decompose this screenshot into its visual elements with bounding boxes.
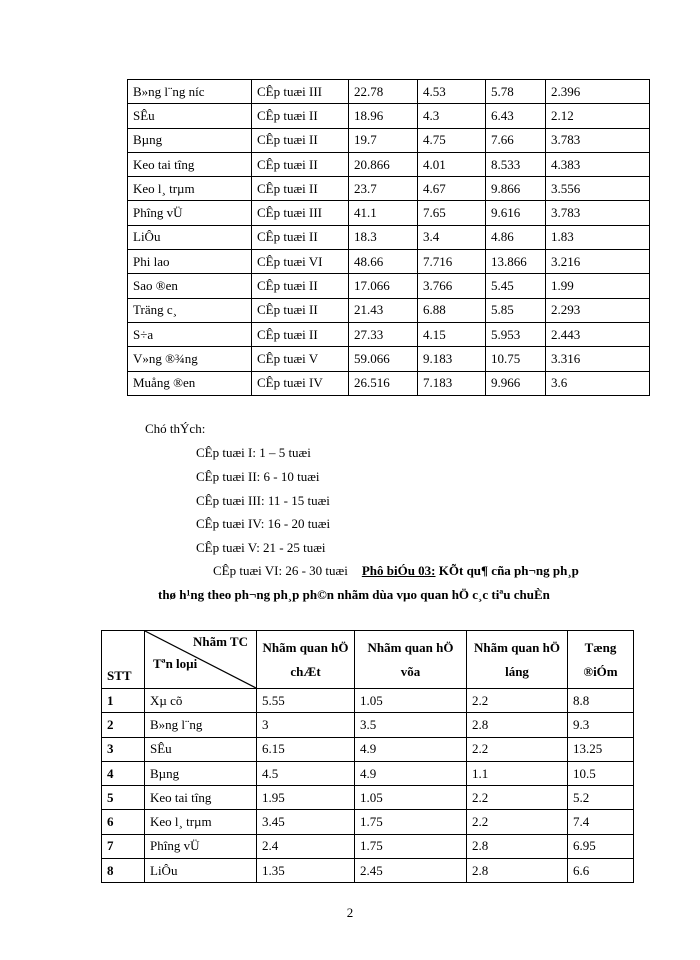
- table-cell: 4.75: [418, 128, 486, 152]
- table-row: [102, 834, 634, 858]
- table-row: [128, 104, 650, 128]
- row-number: 3: [102, 737, 145, 761]
- table-cell: Keo tai tîng: [145, 786, 257, 810]
- table-cell: 1.35: [257, 859, 355, 883]
- table-cell: 5.85: [486, 298, 546, 322]
- table-cell: 3.6: [546, 371, 650, 395]
- table-cell: 18.3: [349, 225, 418, 249]
- page-number: 2: [346, 905, 354, 920]
- table-cell: 7.66: [486, 128, 546, 152]
- table-cell: 1.95: [257, 786, 355, 810]
- table-row: [128, 225, 650, 249]
- table-cell: Träng c¸: [128, 298, 252, 322]
- table-cell: 3: [257, 713, 355, 737]
- table-cell: CÊp tuæi VI: [252, 250, 349, 274]
- table-cell: 27.33: [349, 322, 418, 346]
- table-cell: CÊp tuæi II: [252, 177, 349, 201]
- note-item: CÊp tuæi I: 1 – 5 tuæi: [196, 445, 311, 460]
- table-cell: Phîng vÜ: [128, 201, 252, 225]
- table-cell: 9.3: [568, 713, 634, 737]
- row-number: 7: [102, 834, 145, 858]
- table-row: [102, 689, 634, 713]
- table-cell: 4.53: [418, 80, 486, 104]
- row-number: 5: [102, 786, 145, 810]
- table-row: [102, 810, 634, 834]
- table-row: [102, 737, 634, 761]
- table-cell: CÊp tuæi IV: [252, 371, 349, 395]
- table-cell: CÊp tuæi V: [252, 347, 349, 371]
- table-cell: CÊp tuæi II: [252, 128, 349, 152]
- stt-header: STT: [102, 631, 145, 689]
- row-number: 8: [102, 859, 145, 883]
- table-cell: 2.8: [467, 859, 568, 883]
- table-cell: 6.88: [418, 298, 486, 322]
- table-row: [102, 761, 634, 785]
- table-cell: SÊu: [128, 104, 252, 128]
- tight-group-header: Nhãm quan hÖ chÆt: [257, 631, 355, 689]
- table-cell: 48.66: [349, 250, 418, 274]
- table-cell: CÊp tuæi II: [252, 298, 349, 322]
- table-cell: 1.75: [355, 810, 467, 834]
- appendix-title-line2: thø h¹ng theo ph¬ng ph¸p ph©n nhãm dùa vµo quan hÖ c¸c tiªu chuÈn: [158, 587, 550, 602]
- table-cell: Keo l¸ trµm: [128, 177, 252, 201]
- table-cell: 3.216: [546, 250, 650, 274]
- table-cell: CÊp tuæi II: [252, 322, 349, 346]
- table-cell: 13.866: [486, 250, 546, 274]
- table-cell: 4.9: [355, 737, 467, 761]
- table-cell: 8.533: [486, 152, 546, 176]
- table-row: [128, 371, 650, 395]
- total-score-header: Tæng ®iÓm: [568, 631, 634, 689]
- table-cell: 3.766: [418, 274, 486, 298]
- table-cell: Keo tai tîng: [128, 152, 252, 176]
- table-cell: Sao ®en: [128, 274, 252, 298]
- table-cell: 17.066: [349, 274, 418, 298]
- table-cell: 1.05: [355, 786, 467, 810]
- appendix-heading: [213, 563, 579, 579]
- table-cell: CÊp tuæi II: [252, 274, 349, 298]
- table-cell: 5.45: [486, 274, 546, 298]
- table-cell: 20.866: [349, 152, 418, 176]
- table-cell: 19.7: [349, 128, 418, 152]
- table-cell: 4.5: [257, 761, 355, 785]
- table-cell: SÊu: [145, 737, 257, 761]
- table-row: [128, 274, 650, 298]
- table-cell: 2.4: [257, 834, 355, 858]
- row-number: 1: [102, 689, 145, 713]
- table-cell: 7.4: [568, 810, 634, 834]
- table-cell: 10.5: [568, 761, 634, 785]
- table-cell: Xµ cõ: [145, 689, 257, 713]
- table-cell: 2.45: [355, 859, 467, 883]
- table-row: [102, 859, 634, 883]
- table-row: [128, 347, 650, 371]
- table-cell: 2.2: [467, 810, 568, 834]
- group-tc-header: Nhãm TC: [192, 634, 248, 649]
- table-cell: Bµng: [145, 761, 257, 785]
- species-header: Tªn loµi: [153, 656, 198, 671]
- table-cell: 9.616: [486, 201, 546, 225]
- table-cell: 1.75: [355, 834, 467, 858]
- table-row: [128, 152, 650, 176]
- table-cell: 6.6: [568, 859, 634, 883]
- table-cell: CÊp tuæi III: [252, 80, 349, 104]
- table-cell: CÊp tuæi II: [252, 225, 349, 249]
- table-cell: LiÔu: [128, 225, 252, 249]
- table-cell: 2.443: [546, 322, 650, 346]
- table-cell: 1.1: [467, 761, 568, 785]
- row-number: 6: [102, 810, 145, 834]
- table-cell: 3.783: [546, 128, 650, 152]
- appendix-title-line1: KÕt qu¶ cña ph¬ng ph¸p: [438, 563, 579, 578]
- table-cell: 5.55: [257, 689, 355, 713]
- note-item: CÊp tuæi VI: 26 - 30 tuæi: [213, 563, 348, 578]
- table-cell: 7.65: [418, 201, 486, 225]
- table-cell: 9.966: [486, 371, 546, 395]
- table-row: [128, 298, 650, 322]
- table-cell: 4.67: [418, 177, 486, 201]
- table-cell: 3.45: [257, 810, 355, 834]
- table-cell: 2.396: [546, 80, 650, 104]
- table-cell: 8.8: [568, 689, 634, 713]
- table-cell: 18.96: [349, 104, 418, 128]
- table-cell: 5.2: [568, 786, 634, 810]
- table-row: [128, 128, 650, 152]
- table-cell: 2.12: [546, 104, 650, 128]
- table-cell: B»ng l¨ng: [145, 713, 257, 737]
- table-cell: V»ng ®¾ng: [128, 347, 252, 371]
- table-cell: 5.953: [486, 322, 546, 346]
- table-cell: 1.99: [546, 274, 650, 298]
- table-cell: 10.75: [486, 347, 546, 371]
- table-cell: 21.43: [349, 298, 418, 322]
- note-item: CÊp tuæi II: 6 - 10 tuæi: [196, 469, 320, 484]
- table-row: [102, 713, 634, 737]
- table-cell: 7.183: [418, 371, 486, 395]
- table-cell: 59.066: [349, 347, 418, 371]
- table-cell: 2.8: [467, 834, 568, 858]
- table-cell: 7.716: [418, 250, 486, 274]
- table-row: [128, 177, 650, 201]
- table-cell: LiÔu: [145, 859, 257, 883]
- table-cell: 2.2: [467, 737, 568, 761]
- table-cell: 3.5: [355, 713, 467, 737]
- table-cell: 6.15: [257, 737, 355, 761]
- table-cell: CÊp tuæi II: [252, 152, 349, 176]
- table-cell: 6.95: [568, 834, 634, 858]
- table-cell: 1.05: [355, 689, 467, 713]
- table-row: [128, 250, 650, 274]
- table-cell: 5.78: [486, 80, 546, 104]
- table-cell: CÊp tuæi III: [252, 201, 349, 225]
- medium-group-header: Nhãm quan hÖ võa: [355, 631, 467, 689]
- table-cell: Muång ®en: [128, 371, 252, 395]
- table-cell: 2.293: [546, 298, 650, 322]
- table-cell: 13.25: [568, 737, 634, 761]
- ranking-table: [101, 630, 634, 883]
- table-cell: 3.4: [418, 225, 486, 249]
- table-cell: 2.2: [467, 786, 568, 810]
- table-cell: 4.86: [486, 225, 546, 249]
- table-cell: 4.3: [418, 104, 486, 128]
- table-cell: 1.83: [546, 225, 650, 249]
- species-age-table: [127, 79, 650, 396]
- table-cell: CÊp tuæi II: [252, 104, 349, 128]
- table-cell: 22.78: [349, 80, 418, 104]
- table-cell: 4.15: [418, 322, 486, 346]
- table-cell: Keo l¸ trµm: [145, 810, 257, 834]
- table-cell: 3.316: [546, 347, 650, 371]
- table-row: [128, 201, 650, 225]
- row-number: 2: [102, 713, 145, 737]
- table-cell: 4.01: [418, 152, 486, 176]
- table-row: [102, 786, 634, 810]
- table-header-row: [102, 631, 634, 689]
- row-number: 4: [102, 761, 145, 785]
- table-cell: Phi lao: [128, 250, 252, 274]
- appendix-label: Phô biÓu 03:: [361, 563, 436, 578]
- table-cell: B»ng l¨ng níc: [128, 80, 252, 104]
- table-cell: 41.1: [349, 201, 418, 225]
- loose-group-header: Nhãm quan hÖ láng: [467, 631, 568, 689]
- note-item: CÊp tuæi V: 21 - 25 tuæi: [196, 540, 326, 555]
- table-cell: 9.866: [486, 177, 546, 201]
- table-cell: 26.516: [349, 371, 418, 395]
- diagonal-header-cell: [145, 631, 257, 689]
- table-cell: Phîng vÜ: [145, 834, 257, 858]
- table-cell: 3.783: [546, 201, 650, 225]
- table-cell: Bµng: [128, 128, 252, 152]
- table-row: [128, 322, 650, 346]
- note-item: CÊp tuæi III: 11 - 15 tuæi: [196, 493, 330, 508]
- table-cell: 6.43: [486, 104, 546, 128]
- table-row: [128, 80, 650, 104]
- table-cell: 2.2: [467, 689, 568, 713]
- note-item: CÊp tuæi IV: 16 - 20 tuæi: [196, 516, 331, 531]
- notes-title: Chó thÝch:: [145, 421, 206, 436]
- table-cell: 4.9: [355, 761, 467, 785]
- table-cell: 4.383: [546, 152, 650, 176]
- table-cell: 2.8: [467, 713, 568, 737]
- table-cell: 9.183: [418, 347, 486, 371]
- table-cell: S÷a: [128, 322, 252, 346]
- table-cell: 3.556: [546, 177, 650, 201]
- table-cell: 23.7: [349, 177, 418, 201]
